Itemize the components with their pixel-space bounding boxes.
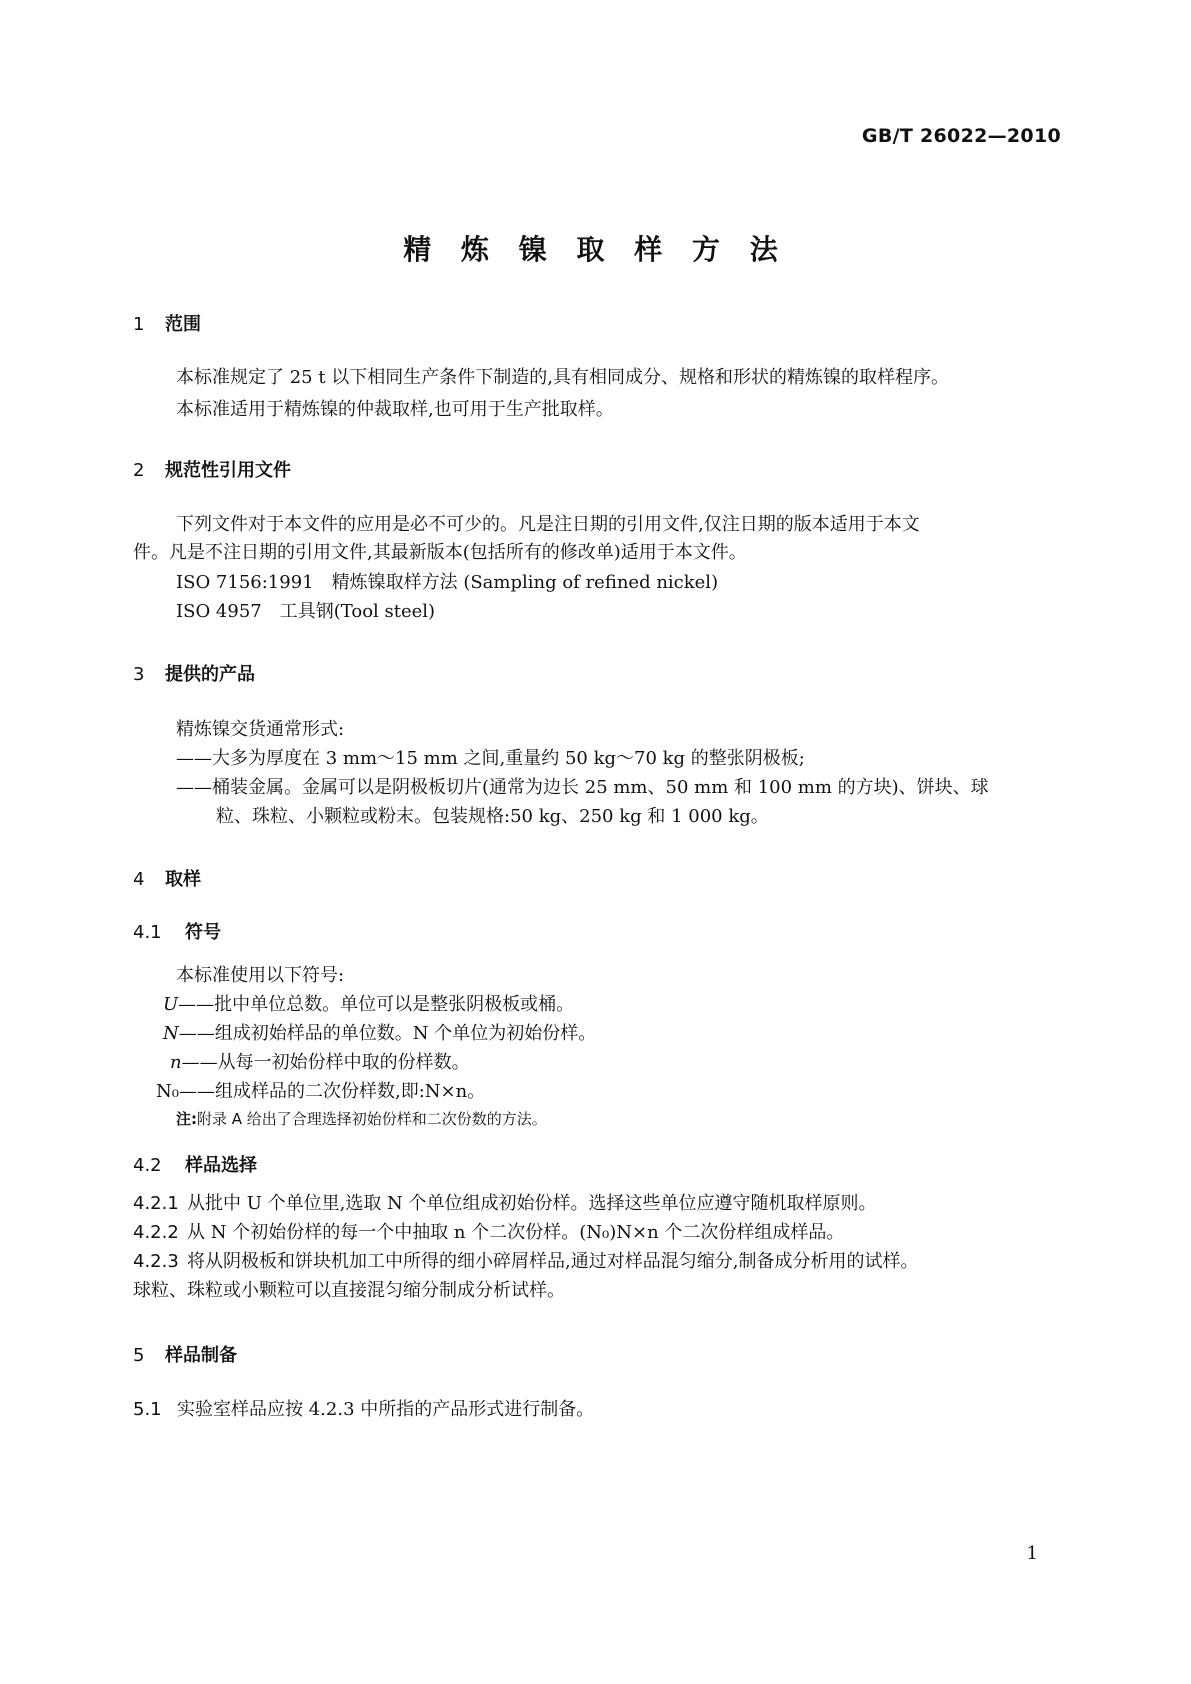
section-2-paragraph-line-2: 件。凡是不注日期的引用文件,其最新版本(包括所有的修改单)适用于本文件。 [133,542,747,563]
clause-4-2-1 [133,1188,877,1220]
section-2-heading [133,456,291,482]
symbol: N [163,1023,179,1044]
definition: ——组成样品的二次份样数,即:N×n。 [178,1081,486,1102]
symbols-intro: 本标准使用以下符号: [176,965,345,986]
subsection-4-2-heading [133,1151,257,1177]
section-1-paragraph-2: 本标准适用于精炼镍的仲裁取样,也可用于生产批取样。 [176,399,614,420]
clause-text: 将从阴极板和饼块机加工中所得的细小碎屑样品,通过对样品混匀缩分,制备成分析用的试样。 [187,1251,919,1272]
clause-text: 从批中 U 个单位里,选取 N 个单位组成初始份样。选择这些单位应遵守随机取样原则。 [187,1193,877,1214]
clause-number: 4.2.3 [133,1251,179,1272]
clause-number: 5.1 [133,1399,162,1420]
page-number: 1 [1026,1543,1038,1564]
clause-4-2-2 [133,1217,844,1249]
clause-number: 4.2.1 [133,1193,179,1214]
section-5-heading [133,1341,237,1367]
symbol: n [170,1052,182,1073]
section-1-paragraph-1: 本标准规定了 25 t 以下相同生产条件下制造的,具有相同成分、规格和形状的精炼镍的取样程序。 [176,367,950,388]
list-item-drum-line-1: ——桶装金属。金属可以是阴极板切片(通常为边长 25 mm、50 mm 和 100 mm 的方块)、饼块、球 [176,777,989,798]
symbol-definition-U [163,989,574,1021]
subsection-4-1-heading [133,918,221,944]
clause-4-2-3 [133,1246,918,1278]
clause-4-2-3-continuation: 球粒、珠粒或小颗粒可以直接混匀缩分制成分析试样。 [133,1280,565,1301]
section-title: 范围 [165,314,201,335]
note-text: 附录 A 给出了合理选择初始份样和二次份数的方法。 [197,1110,547,1128]
definition: ——批中单位总数。单位可以是整张阴极板或桶。 [178,994,575,1015]
clause-text: 实验室样品应按 4.2.3 中所指的产品形式进行制备。 [177,1399,595,1420]
subsection-title: 符号 [185,922,221,943]
section-number: 2 [133,460,145,481]
section-number: 4 [133,869,145,890]
section-title: 取样 [165,869,201,890]
list-item-cathode: ——大多为厚度在 3 mm～15 mm 之间,重量约 50 kg～70 kg 的整张阴极板; [176,748,805,769]
symbol-definition-N [163,1018,596,1050]
section-2-paragraph-line-1: 下列文件对于本文件的应用是必不可少的。凡是注日期的引用文件,仅注日期的版本适用于本文 [176,514,920,535]
section-1-heading [133,310,201,336]
section-number: 3 [133,664,145,685]
symbol: N₀ [156,1081,179,1102]
symbol: U [163,994,179,1015]
section-number: 1 [133,314,145,335]
note [176,1108,547,1129]
section-3-heading [133,660,255,686]
subsection-number: 4.2 [133,1155,162,1176]
document-title: 精 炼 镍 取 样 方 法 [403,233,788,266]
section-number: 5 [133,1345,145,1366]
reference-iso-4957: ISO 4957 工具钢(Tool steel) [176,601,436,622]
symbol-definition-n [170,1047,470,1079]
clause-text: 从 N 个初始份样的每一个中抽取 n 个二次份样。(N₀)N×n 个二次份样组成样品。 [187,1222,845,1243]
list-item-drum-line-2: 粒、珠粒、小颗粒或粉末。包装规格:50 kg、250 kg 和 1 000 kg。 [216,806,769,827]
section-3-intro: 精炼镍交货通常形式: [176,719,345,740]
clause-number: 4.2.2 [133,1222,179,1243]
reference-iso-7156: ISO 7156:1991 精炼镍取样方法 (Sampling of refined nickel) [176,572,719,593]
subsection-number: 4.1 [133,922,162,943]
definition: ——组成初始样品的单位数。N 个单位为初始份样。 [178,1023,597,1044]
subsection-title: 样品选择 [185,1155,257,1176]
section-title: 提供的产品 [165,664,255,685]
section-4-heading [133,865,201,891]
section-title: 样品制备 [165,1345,237,1366]
note-label: 注: [176,1110,197,1128]
clause-5-1 [133,1394,594,1426]
section-title: 规范性引用文件 [165,460,291,481]
symbol-definition-N0 [156,1076,485,1108]
standard-code: GB/T 26022—2010 [861,125,1061,147]
definition: ——从每一初始份样中取的份样数。 [181,1052,470,1073]
